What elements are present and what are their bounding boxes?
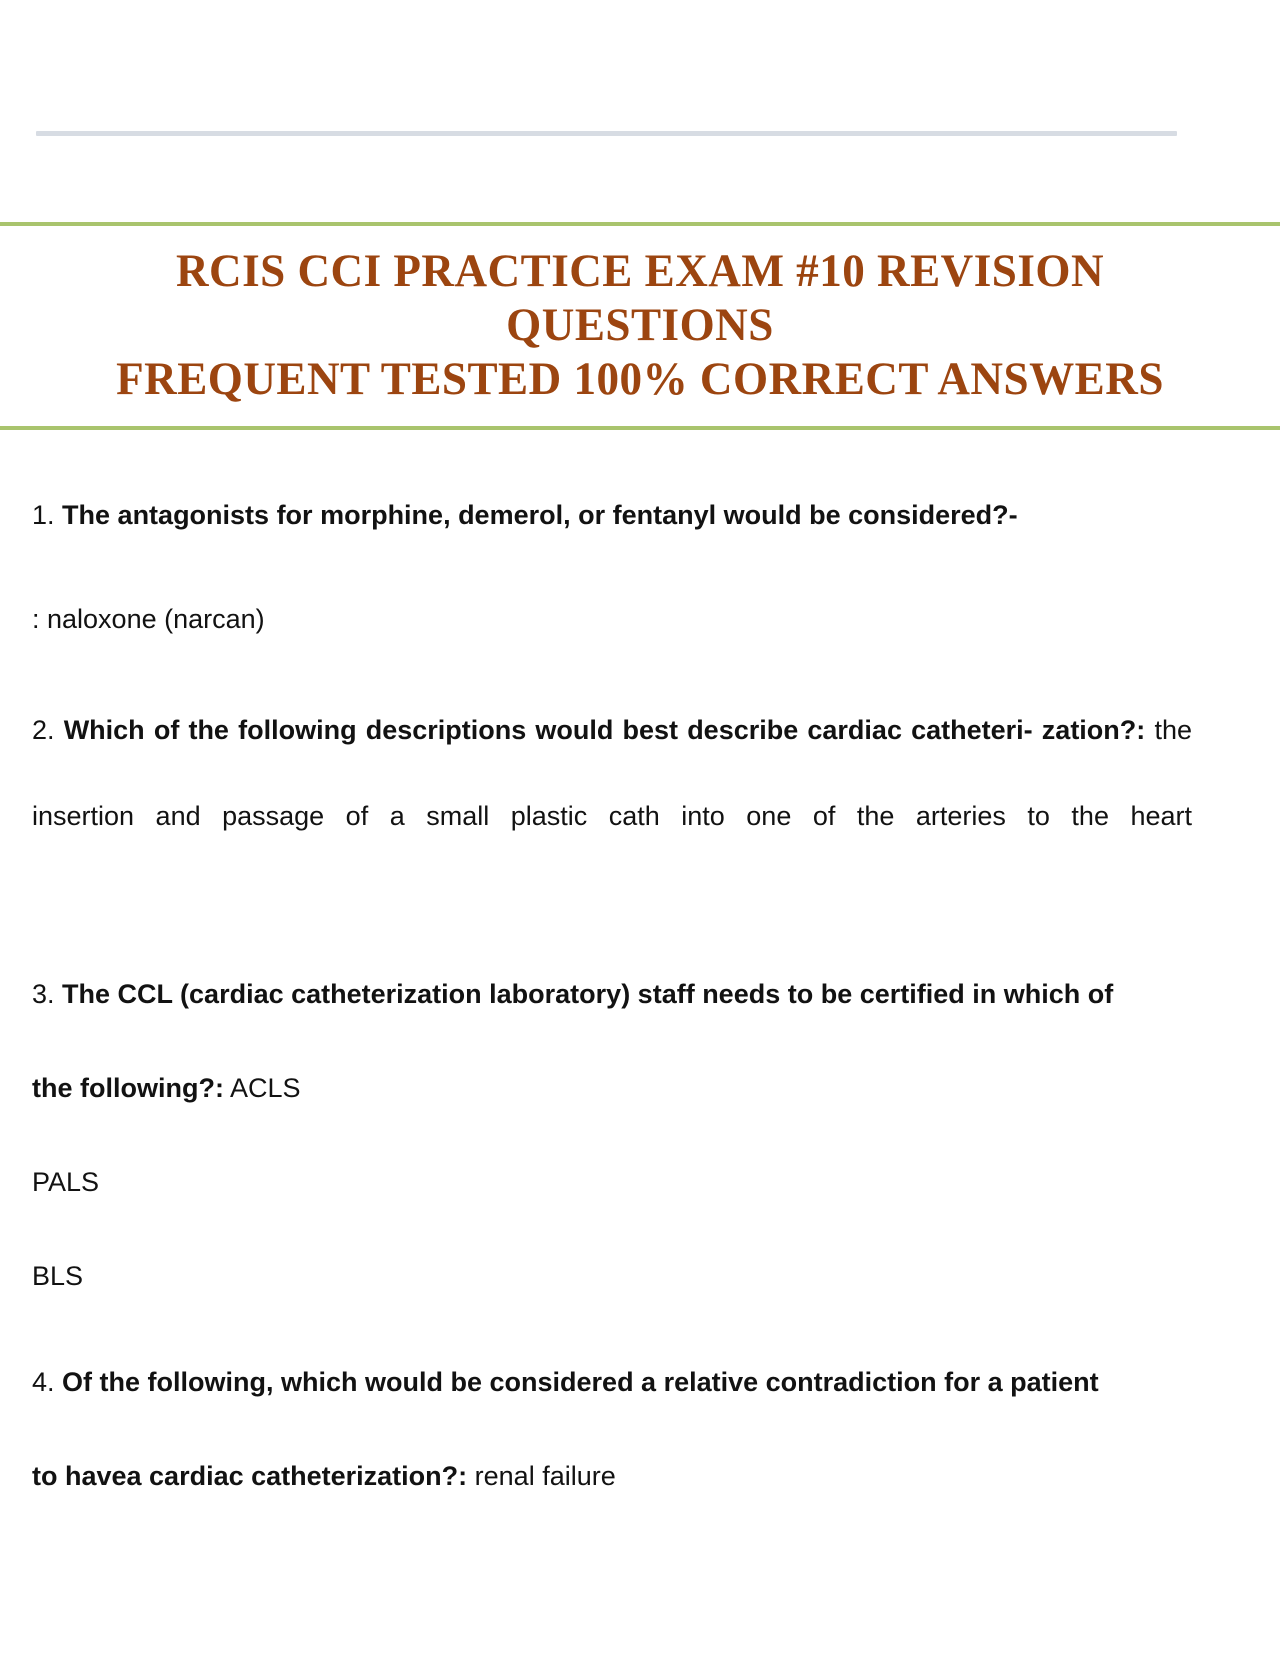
- question-1-prompt-line: [32, 472, 1192, 558]
- question-3-prompt-line-2: [32, 1045, 1192, 1131]
- question-item: [32, 1339, 1192, 1519]
- question-4-number: 4.: [32, 1367, 55, 1397]
- question-2-answer: the insertion and passage of a small plastic cath into one of the arteries to the heart: [32, 715, 1192, 831]
- question-item: [32, 472, 1192, 662]
- question-2-number: 2.: [32, 715, 55, 745]
- question-4-prompt-line-2: [32, 1433, 1192, 1519]
- question-2-body: [32, 687, 1192, 945]
- question-2-prompt: Which of the following descriptions would best describe cardiac catheteri- zation?:: [63, 715, 1146, 745]
- question-3-answer-line-3: [32, 1233, 1192, 1319]
- question-3-answer-option-bls: BLS: [32, 1261, 84, 1291]
- question-4-prompt-line-1: [32, 1339, 1192, 1425]
- question-4-prompt-part-1: Of the following, which would be considered a relative contradiction for a patient: [62, 1367, 1099, 1397]
- question-3-answer-option-pals: PALS: [32, 1167, 100, 1197]
- question-1-prompt: The antagonists for morphine, demerol, or fentanyl would be considered?-: [62, 500, 1018, 530]
- page-title-line-2: FREQUENT TESTED 100% CORRECT ANSWERS: [116, 353, 1164, 406]
- question-1-answer-line: [32, 576, 1192, 662]
- question-4-prompt-part-2: to havea cardiac catheterization?:: [32, 1461, 468, 1491]
- question-3-prompt-part-1: The CCL (cardiac catheterization laboratory) staff needs to be certified in which of: [62, 979, 1114, 1009]
- question-3-prompt-part-2: the following?:: [32, 1073, 224, 1103]
- document-title-band: [0, 222, 1280, 430]
- page-title-line-1: RCIS CCI PRACTICE EXAM #10 REVISION QUESTIONS: [175, 245, 1105, 352]
- question-4-answer-inline: renal failure: [474, 1461, 616, 1491]
- question-3-answer-line-2: [32, 1139, 1192, 1225]
- question-1-number: 1.: [32, 500, 55, 530]
- question-3-number: 3.: [32, 979, 55, 1009]
- header-divider-rule: [36, 131, 1177, 136]
- question-item: [32, 687, 1192, 945]
- question-3-answer-inline: ACLS: [229, 1073, 301, 1103]
- questions-content: [32, 472, 1192, 1519]
- question-3-prompt-line-1: [32, 951, 1192, 1037]
- question-item: [32, 951, 1192, 1319]
- question-1-answer: : naloxone (narcan): [32, 604, 265, 634]
